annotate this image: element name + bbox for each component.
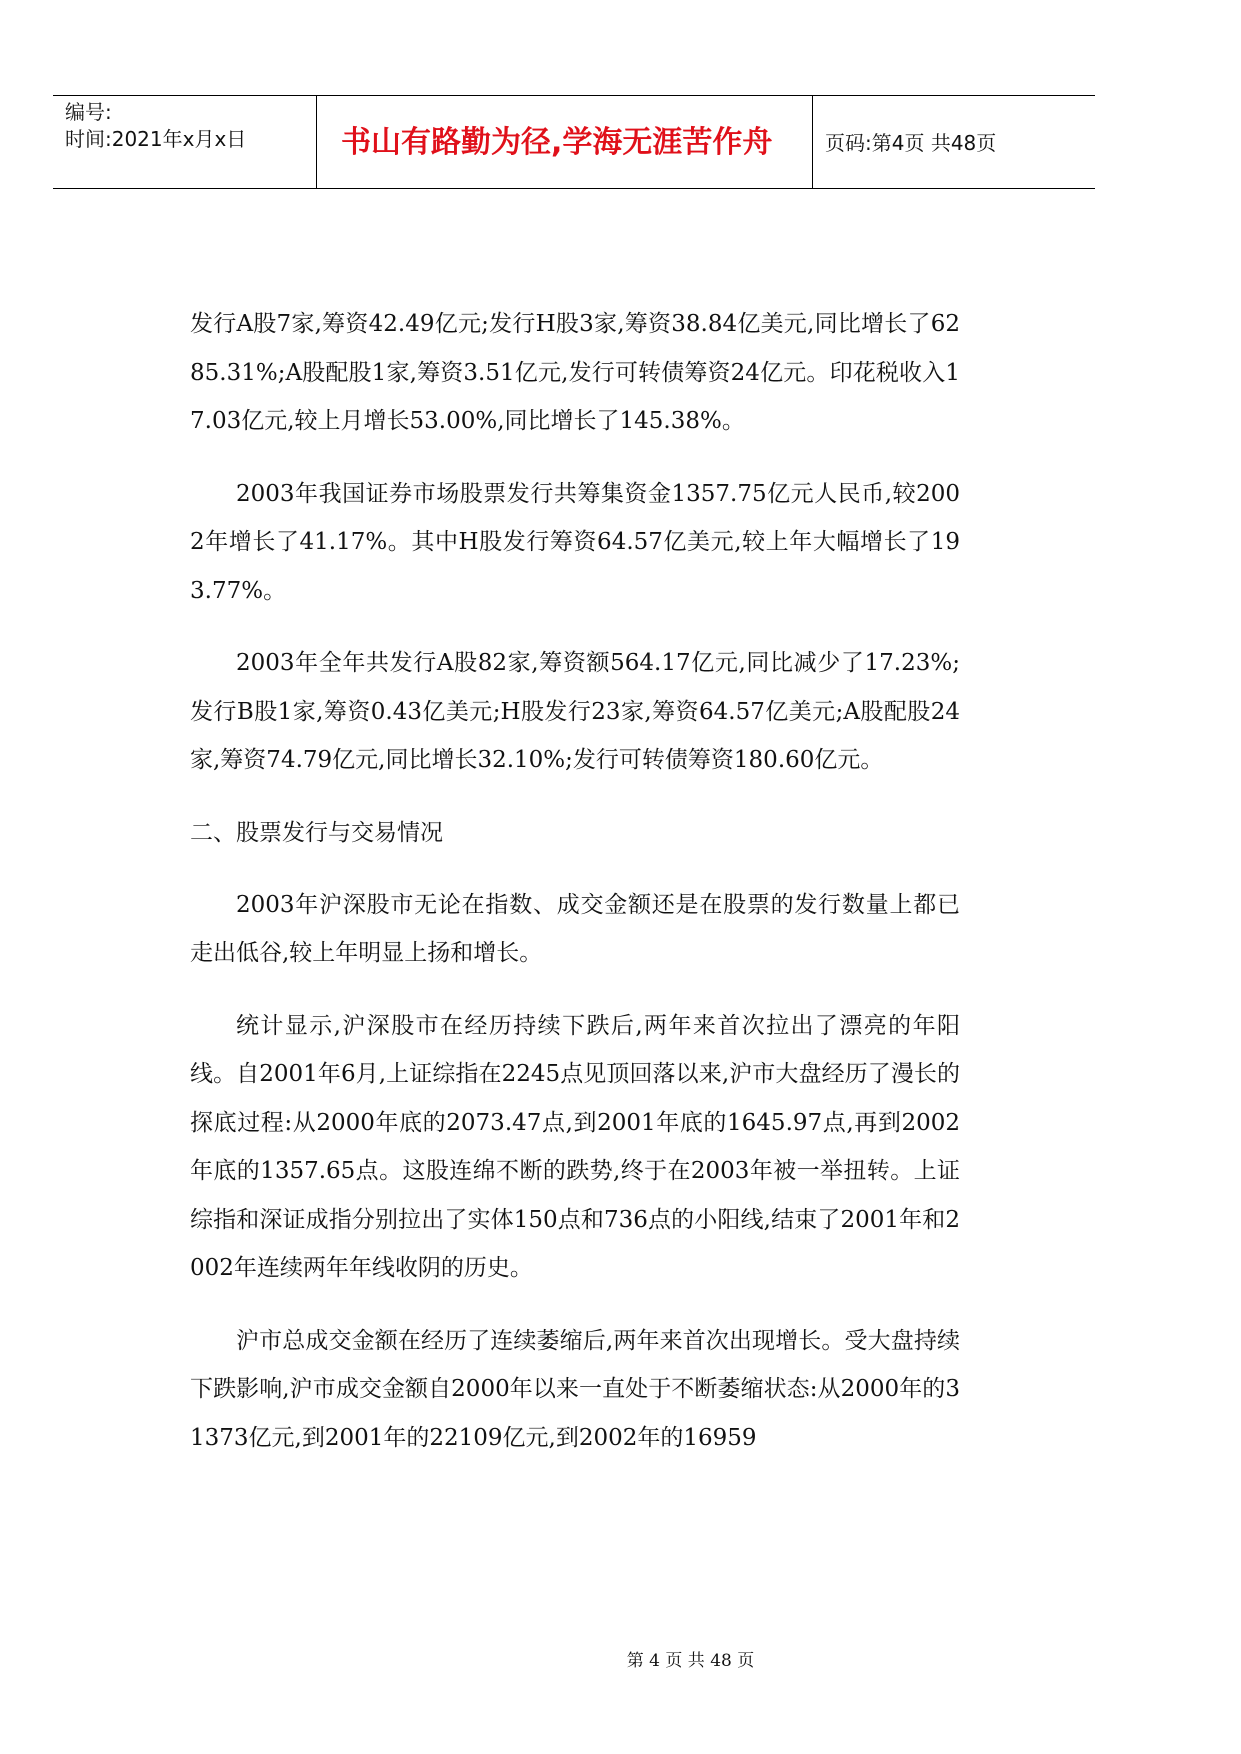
body-paragraph-2: 2003年我国证券市场股票发行共筹集资金1357.75亿元人民币,较2002年增长了41.17%。其中H股发行筹资64.57亿美元,较上年大幅增长了193.77%。: [190, 480, 960, 604]
document-time-label: 时间:2021年x月x日: [65, 127, 247, 151]
section-heading: 二、股票发行与交易情况: [190, 819, 443, 846]
header-page-cell: [813, 96, 1095, 188]
document-body: [190, 300, 960, 1486]
page-footer: 第 4 页 共 48 页: [626, 1651, 755, 1671]
header-motto: 书山有路勤为径,学海无涯苦作舟: [341, 125, 773, 160]
body-paragraph-5: 统计显示,沪深股市在经历持续下跌后,两年来首次拉出了漂亮的年阳线。自2001年6月,上证综指在2245点见顶回落以来,沪市大盘经历了漫长的探底过程:从2000年底的2073.47点,到2001年底的1645.97点,再到2002年底的1357.65点。这股连绵不断的跌势,终于在2003年被一举扭转。上证综指和深证成指分别拉出了实体150点和736点的小阳线,结束了2001年和2002年连续两年年线收阴的历史。: [190, 1012, 960, 1281]
header-motto-cell: [317, 96, 813, 188]
body-paragraph-1: 发行A股7家,筹资42.49亿元;发行H股3家,筹资38.84亿美元,同比增长了6285.31%;A股配股1家,筹资3.51亿元,发行可转债筹资24亿元。印花税收入17.03亿元,较上月增长53.00%,同比增长了145.38%。: [190, 311, 960, 434]
header-page-info: 页码:第4页 共48页: [825, 131, 997, 155]
body-paragraph-4: 2003年沪深股市无论在指数、成交金额还是在股票的发行数量上都已走出低谷,较上年明显上扬和增长。: [190, 891, 960, 966]
document-number-label: 编号:: [65, 100, 112, 124]
document-header: [53, 95, 1095, 189]
body-paragraph-3: 2003年全年共发行A股82家,筹资额564.17亿元,同比减少了17.23%;发行B股1家,筹资0.43亿美元;H股发行23家,筹资64.57亿美元;A股配股24家,筹资74.79亿元,同比增长32.10%;发行可转债筹资180.60亿元。: [190, 650, 960, 773]
body-paragraph-6: 沪市总成交金额在经历了连续萎缩后,两年来首次出现增长。受大盘持续下跌影响,沪市成交金额自2000年以来一直处于不断萎缩状态:从2000年的31373亿元,到2001年的22109亿元,到2002年的16959: [190, 1327, 960, 1451]
header-meta-cell: [53, 96, 317, 188]
